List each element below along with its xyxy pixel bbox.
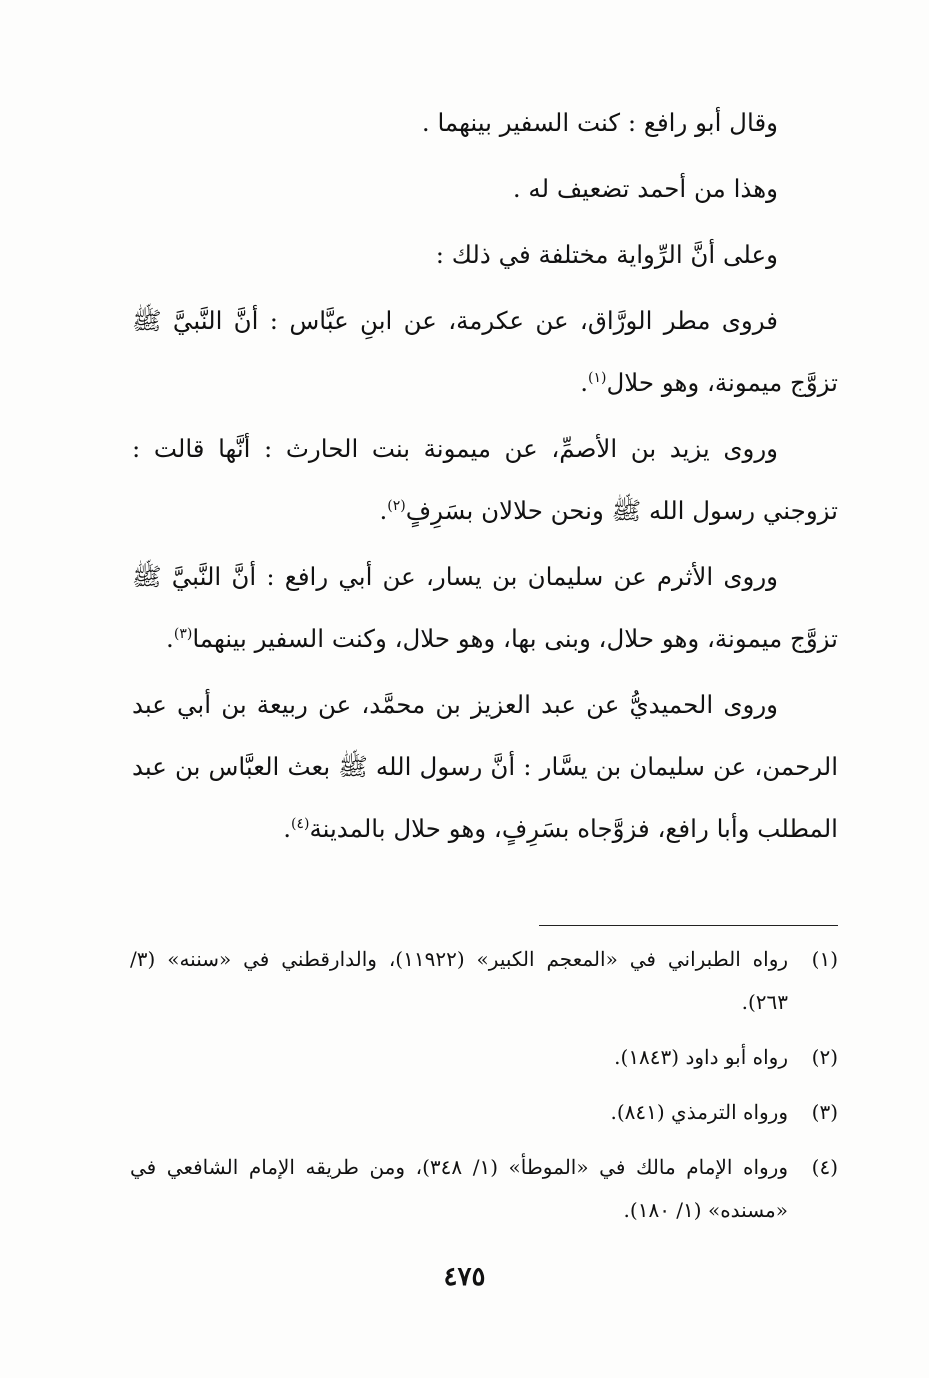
footnote-divider — [539, 925, 838, 926]
footnote-number: (٣) — [811, 1100, 838, 1124]
paragraph-5 — [132, 418, 838, 542]
paragraph-text: وعلى أنَّ الرِّواية مختلفة في ذلك : — [435, 240, 778, 269]
footnote-ref[interactable]: (٤) — [290, 815, 310, 832]
paragraph-text: وروى الأثرم عن سليمان بن يسار، عن أبي رافع : أنَّ النَّبيَّ ﷺ تزوَّج ميمونة، وهو حلال، وبنى بها، وهو حلال، وكنت السفير بينهما — [132, 562, 838, 653]
paragraph-4 — [132, 290, 838, 414]
footnote-number: (١) — [811, 947, 838, 971]
paragraph-text: وروى الحميديُّ عن عبد العزيز بن محمَّد، عن ربيعة بن أبي عبد الرحمن، عن سليمان بن يسَّار : أنَّ رسول الله ﷺ بعث العبَّاس بن عبد المطلب وأبا رافع، فزوَّجاه بسَرِفٍ، وهو حلال بالمدينة — [132, 690, 838, 843]
footnote-2 — [130, 1036, 838, 1079]
paragraph-3 — [132, 224, 838, 286]
paragraph-text: فروى مطر الورَّاق، عن عكرمة، عن ابنِ عبَّاس : أنَّ النَّبيَّ ﷺ تزوَّج ميمونة، وهو حلال — [132, 306, 838, 397]
paragraph-2 — [132, 158, 838, 220]
footnote-number: (٢) — [811, 1045, 838, 1069]
footnote-text: ورواه الترمذي (٨٤١). — [610, 1100, 788, 1124]
footnotes — [130, 938, 838, 1244]
footnote-1 — [130, 938, 838, 1024]
paragraph-text: وروى يزيد بن الأصمِّ، عن ميمونة بنت الحارث : أنَّها قالت : تزوجني رسول الله ﷺ ونحن حلالان بسَرِفٍ — [132, 434, 838, 525]
paragraph-1 — [132, 92, 838, 154]
paragraph-text: وهذا من أحمد تضعيف له . — [512, 174, 778, 203]
footnote-ref[interactable]: (٢) — [387, 497, 406, 514]
footnote-text: ورواه الإمام مالك في «الموطأ» (١/ ٣٤٨)، ومن طريقه الإمام الشافعي في «مسنده» (١/ ١٨٠). — [130, 1155, 788, 1222]
footnote-ref[interactable]: (٣) — [173, 625, 193, 642]
paragraph-end: . — [166, 624, 174, 653]
footnote-4 — [130, 1146, 838, 1232]
paragraph-end: . — [283, 814, 291, 843]
footnote-ref[interactable]: (١) — [588, 369, 607, 386]
paragraph-6 — [132, 546, 838, 670]
paragraph-7 — [132, 674, 838, 860]
paragraph-end: . — [379, 496, 388, 525]
main-text — [132, 92, 838, 860]
paragraph-text: وقال أبو رافع : كنت السفير بينهما . — [421, 108, 778, 137]
footnote-text: رواه أبو داود (١٨٤٣). — [614, 1045, 788, 1069]
footnote-text: رواه الطبراني في «المعجم الكبير» (١١٩٢٢)، والدارقطني في «سننه» (٣/ ٢٦٣). — [130, 947, 789, 1014]
page-number: ٤٧٥ — [443, 1262, 486, 1292]
paragraph-end: . — [580, 368, 588, 397]
footnote-number: (٤) — [811, 1155, 838, 1179]
footnote-3 — [130, 1091, 838, 1134]
